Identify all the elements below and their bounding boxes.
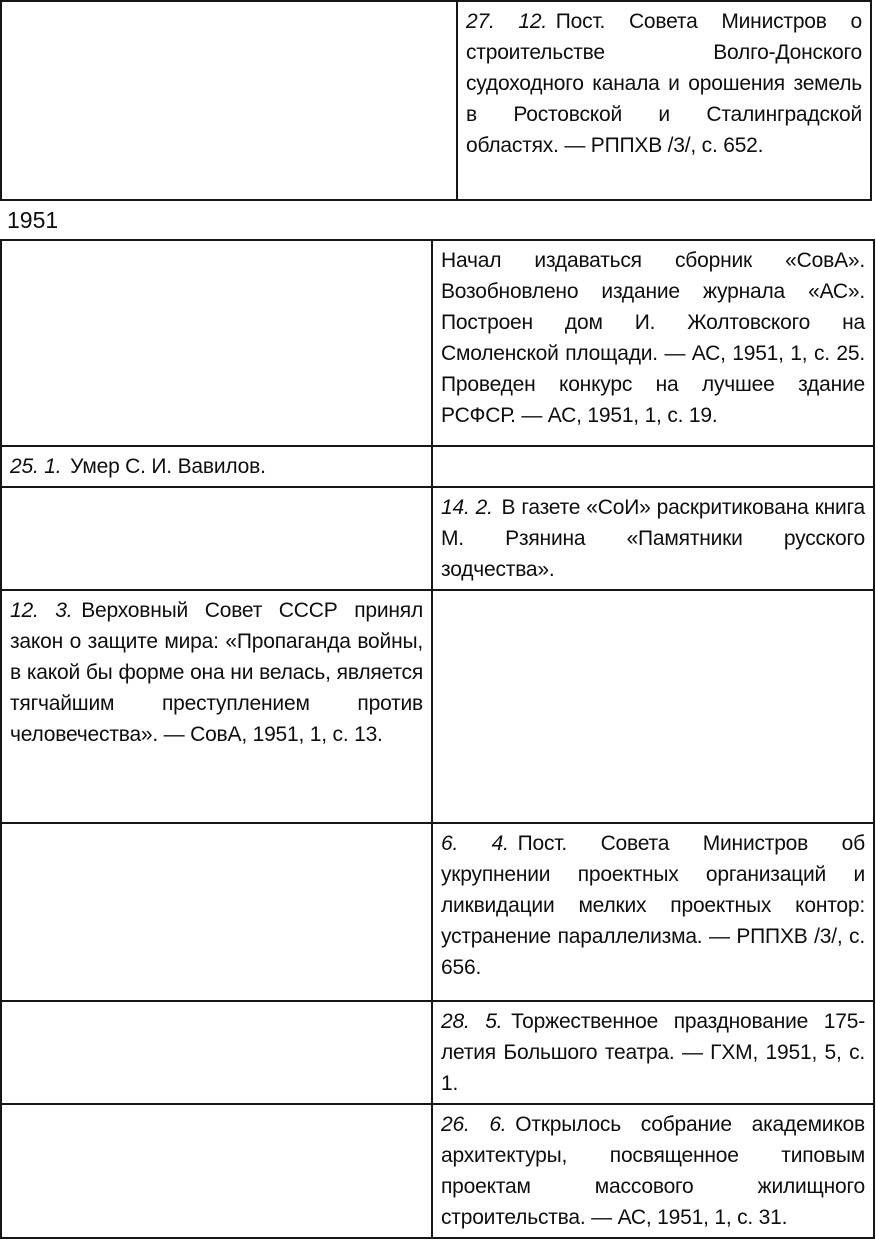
- event-cell-left-empty: [1, 240, 432, 446]
- event-text: В газете «СоИ» раскритикована книга М. Рзянина «Памятники русского зодчества».: [441, 496, 865, 581]
- event-text: Открылось собрание академиков архитектуры, посвященное типовым проектам массового жилищного строительства. — АС, 1951, 1, с. 31.: [441, 1113, 865, 1229]
- table-row: [1, 590, 874, 823]
- event-text: Пост. Совета Министров об укрупнении проектных организаций и ликвидации мелких проектных контор: устранение параллелизма. — РППХВ /3/, с. 656.: [441, 832, 865, 979]
- event-date: 12. 3.: [10, 599, 73, 622]
- chronology-table-1950: [0, 0, 872, 201]
- event-cell-left-empty: [1, 487, 432, 590]
- event-cell-right: [432, 487, 874, 590]
- event-cell-left-empty: [1, 1104, 432, 1238]
- event-text: Пост. Совета Министров о строительстве Волго-Донского судоходного канала и орошения земель в Ростовской и Сталинградской областях. — РППХВ /3/, с. 652.: [466, 10, 862, 157]
- table-row: [1, 1001, 874, 1104]
- event-cell-right: [432, 240, 874, 446]
- event-text: Умер С. И. Вавилов.: [70, 455, 266, 478]
- table-row: [1, 1, 871, 200]
- table-row: [1, 240, 874, 446]
- event-date: 25. 1.: [10, 455, 62, 478]
- table-row: [1, 446, 874, 487]
- event-text: Верховный Совет СССР принял закон о защите мира: «Пропаганда войны, в какой бы форме она ни велась, является тягчайшим преступлением против человечества». — СовА, 1951, 1, с. 13.: [10, 599, 423, 746]
- event-text: Торжественное празднование 175-летия Большого театра. — ГХМ, 1951, 5, с. 1.: [441, 1010, 865, 1095]
- event-cell-left: [1, 446, 432, 487]
- table-row: [1, 487, 874, 590]
- event-cell-left: [1, 590, 432, 823]
- event-cell-left-empty: [1, 1, 457, 200]
- table-row: [1, 1104, 874, 1238]
- event-cell-right: [432, 1001, 874, 1104]
- event-cell-right-empty: [432, 590, 874, 823]
- event-cell-right-empty: [432, 446, 874, 487]
- table-row: [1, 823, 874, 1001]
- chronology-table-1951: [0, 239, 875, 1239]
- year-heading: 1951: [7, 207, 59, 233]
- event-date: 6. 4.: [441, 832, 509, 855]
- event-cell-left-empty: [1, 823, 432, 1001]
- event-text: Начал издаваться сборник «СовА». Возобновлено издание журнала «АС». Построен дом И. Жолтовского на Смоленской площади. — АС, 1951, 1, с. 25. Проведен конкурс на лучшее здание РСФСР. — АС, 1951, 1, с. 19.: [441, 249, 865, 427]
- event-cell-right: [432, 1104, 874, 1238]
- event-cell-right: [432, 823, 874, 1001]
- event-date: 27. 12.: [466, 10, 547, 33]
- event-cell-right: [457, 1, 871, 200]
- event-date: 26. 6.: [441, 1113, 507, 1136]
- event-cell-left-empty: [1, 1001, 432, 1104]
- event-date: 14. 2.: [441, 496, 493, 519]
- event-date: 28. 5.: [441, 1010, 503, 1033]
